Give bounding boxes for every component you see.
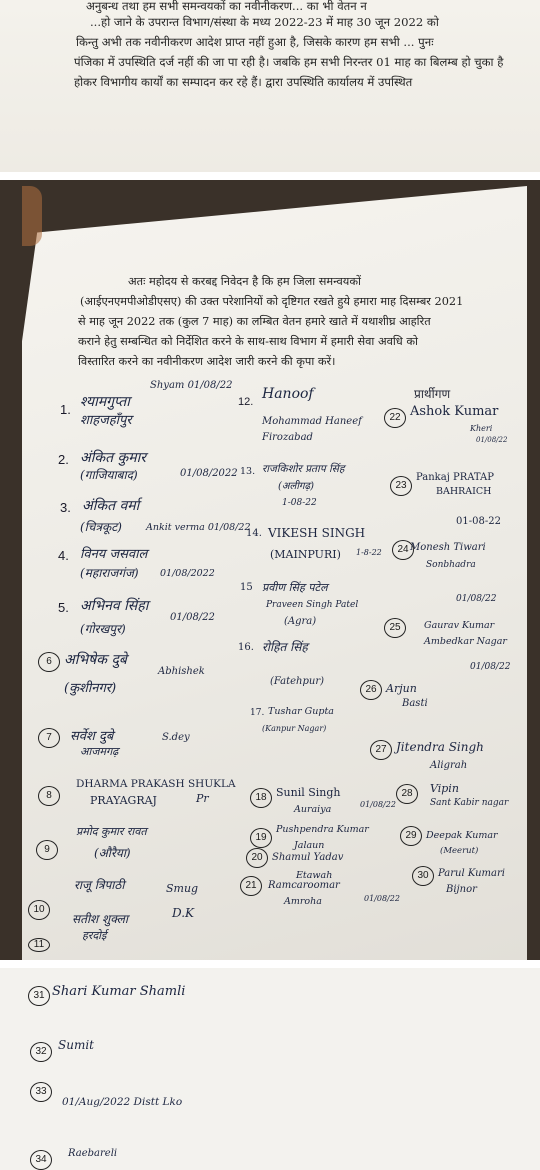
entry-number: 3. — [60, 500, 71, 515]
entry-date: 01-08-22 — [456, 516, 501, 527]
entry-district: Praveen Singh Patel — [266, 600, 359, 610]
entry-number: 12. — [238, 396, 254, 408]
entry-number-circled: 18 — [250, 788, 272, 808]
entry-district: (MAINPURI) — [270, 548, 341, 561]
petitioners-label: प्रार्थीगण — [414, 387, 451, 401]
entry-number-circled: 23 — [390, 476, 412, 496]
entry-signature: 01/08/22 — [170, 612, 215, 623]
entry-name: Sunil Singh — [276, 786, 341, 799]
entry-name: Pankaj PRATAP — [416, 472, 494, 483]
top-document-strip — [0, 0, 540, 172]
top-line-5: होकर विभागीय कार्यों का सम्पादन कर रहे हैं। द्वारा उपस्थिति कार्यालय में उपस्थित — [74, 75, 413, 89]
entry-number-circled: 29 — [400, 826, 422, 846]
entry-district: (Kanpur Nagar) — [262, 724, 327, 733]
entry-number-circled: 31 — [28, 986, 50, 1006]
request-line-1: अतः महोदय से करबद्द निवेदन है कि हम जिला समन्वयकों — [128, 275, 361, 288]
entry-date: 01/08/22 — [470, 662, 511, 672]
entry-district: (Fatehpur) — [270, 676, 325, 687]
entry-number-circled: 8 — [38, 786, 60, 806]
entry-name: राजू त्रिपाठी — [74, 878, 125, 892]
entry-signature: 01/08/2022 — [160, 568, 215, 579]
entry-name: अंकित वर्मा — [82, 498, 140, 514]
entry-number-circled: 32 — [30, 1042, 52, 1062]
entry-name: Arjun — [386, 682, 417, 695]
entry-name: Gaurav Kumar — [424, 620, 495, 631]
entry-district-2: (Agra) — [284, 616, 317, 627]
entry-number-circled: 34 — [30, 1150, 52, 1170]
entry-district: Sant Kabir nagar — [430, 798, 509, 808]
entry-district: Ambedkar Nagar — [424, 636, 507, 647]
entry-name: Shamul Yadav — [272, 852, 344, 863]
entry-district: Etawah — [296, 870, 333, 881]
entry-number: 16. — [238, 642, 254, 653]
entry-name: रोहित सिंह — [262, 640, 308, 654]
entry-district: (महाराजगंज) — [80, 566, 139, 580]
entry-name: प्रमोद कुमार रावत — [76, 825, 147, 838]
entry-name: Shari Kumar Shamli — [52, 984, 186, 999]
entry-name: DHARMA PRAKASH SHUKLA — [76, 778, 236, 790]
entry-district: PRAYAGRAJ — [90, 794, 157, 807]
entry-name: Monesh Tiwari — [410, 542, 486, 553]
entry-name: सर्वेश दुबे — [70, 729, 114, 744]
entry-number-circled: 25 — [384, 618, 406, 638]
entry-district: Mohammad Haneef — [262, 416, 362, 427]
entry-number-circled: 10 — [28, 900, 50, 920]
entry-name: Ramcaroomar — [268, 880, 340, 891]
entry-name: श्यामगुप्ता — [80, 394, 130, 410]
entry-number-circled: 9 — [36, 840, 58, 860]
entry-number-circled: 33 — [30, 1082, 52, 1102]
entry-district: हरदोई — [82, 929, 107, 942]
entry-number: 2. — [58, 452, 69, 467]
entry-name: Pushpendra Kumar — [276, 824, 369, 835]
entry-district: (गोरखपुर) — [80, 622, 126, 636]
entry-district: Basti — [402, 698, 428, 709]
entry-name: विनय जसवाल — [80, 547, 148, 562]
entry-district: Auraiya — [294, 804, 332, 815]
entry-number-circled: 20 — [246, 848, 268, 868]
entry-number: 14. — [246, 528, 262, 539]
entry-district: Jalaun — [294, 840, 325, 851]
entry-district: आजमगढ़ — [80, 745, 119, 758]
entry-number: 4. — [58, 548, 69, 563]
entry-number: 1. — [60, 402, 71, 417]
entry-name: सतीश शुक्ला — [72, 912, 128, 926]
entry-number-circled: 26 — [360, 680, 382, 700]
entry-signature: Smug — [166, 882, 199, 895]
entry-district: Sonbhadra — [426, 560, 476, 570]
entry-date: 01/08/22 — [360, 800, 396, 809]
entry-district: Bijnor — [446, 884, 477, 895]
entry-number-circled: 21 — [240, 876, 262, 896]
entry-number-circled: 11 — [28, 938, 50, 952]
request-line-5: विस्तारित करने का नवीनीकरण आदेश जारी करने की कृपा करें। — [78, 355, 336, 368]
divider — [0, 172, 540, 180]
entry-district: (गाजियाबाद) — [80, 468, 138, 482]
entry-signature: Abhishek — [158, 666, 205, 677]
entry-signature: Pr — [196, 792, 209, 805]
entry-district: शाहजहाँपुर — [80, 413, 132, 428]
entry-name: अभिषेक दुबे — [64, 652, 127, 668]
entry-number: 15 — [240, 582, 253, 593]
top-line-2: ...हो जाने के उपरान्त विभाग/संस्था के मध्य 2022-23 में माह 30 जून 2022 को — [90, 15, 439, 29]
entry-date: 1-8-22 — [356, 548, 382, 557]
entry-signature: D.K — [172, 906, 194, 920]
entry-name: Deepak Kumar — [426, 830, 498, 841]
entry-district: (Meerut) — [440, 846, 479, 856]
divider — [0, 960, 540, 968]
bottom-document-strip — [0, 968, 540, 1170]
entry-name: अभिनव सिंहा — [80, 598, 149, 614]
entry-number-circled: 7 — [38, 728, 60, 748]
entry-district: (औरैया) — [94, 846, 131, 860]
entry-number-circled: 24 — [392, 540, 414, 560]
entry-number-circled: 22 — [384, 408, 406, 428]
entry-name: अंकित कुमार — [80, 450, 146, 466]
request-line-3: से माह जून 2022 तक (कुल 7 माह) का लम्बित वेतन हमारे खाते में यथाशीघ्र आहरित — [78, 315, 431, 328]
entry-date: 01/08/22 — [476, 436, 508, 444]
entry-signature: S.dey — [162, 732, 190, 743]
top-line-3: किन्तु अभी तक नवीनीकरण आदेश प्राप्त नहीं हुआ है, जिसके कारण हम सभी ... पुनः — [76, 35, 434, 49]
entry-name: Parul Kumari — [438, 868, 505, 879]
finger-shadow — [22, 186, 42, 246]
entry-number-circled: 28 — [396, 784, 418, 804]
entry-name: Jitendra Singh — [396, 740, 484, 754]
entry-district: Kheri — [470, 424, 493, 433]
entry-name: Tushar Gupta — [268, 706, 334, 717]
top-line-1: अनुबन्ध तथा हम सभी समन्वयकों का नवीनीकरण... का भी वेतन न — [86, 0, 367, 13]
entry-date: 01/08/22 — [364, 894, 400, 903]
top-line-4: पंजिका में उपस्थिति दर्ज नहीं की जा पा रही है। जबकि हम सभी निरन्तर 01 माह का बिलम्ब हो चुका है — [74, 55, 504, 69]
entry-name: Raebareli — [68, 1148, 118, 1159]
entry-district-2: Firozabad — [262, 432, 313, 443]
entry-name: Vipin — [430, 782, 459, 795]
entry-name: प्रवीण सिंह पटेल — [262, 581, 328, 594]
entry-signature: Shyam 01/08/22 — [150, 380, 233, 391]
entry-signature: 01/08/2022 — [180, 468, 238, 479]
entry-name: Ashok Kumar — [410, 404, 499, 419]
entry-signature: Ankit verma 01/08/22 — [146, 522, 251, 533]
entry-name: Hanoof — [262, 386, 314, 402]
entry-district: (कुशीनगर) — [64, 681, 117, 696]
entry-number-circled: 27 — [370, 740, 392, 760]
entry-district: (चित्रकूट) — [80, 520, 122, 534]
entry-name: VIKESH SINGH — [268, 526, 366, 540]
entry-name: 01/Aug/2022 Distt Lko — [62, 1096, 183, 1108]
entry-number-circled: 19 — [250, 828, 272, 848]
entry-date: 01/08/22 — [456, 594, 497, 604]
entry-number-circled: 30 — [412, 866, 434, 886]
request-line-2: (आईएनएमपीओडीएसए) की उक्त परेशानियों को दृष्टिगत रखते हुये हमारा माह दिसम्बर 2021 — [80, 295, 464, 308]
entry-district: (अलीगढ़) — [278, 481, 315, 492]
entry-number-circled: 6 — [38, 652, 60, 672]
entry-number: 17. — [250, 708, 265, 718]
entry-name: राजकिशोर प्रताप सिंह — [262, 463, 345, 475]
request-line-4: कराने हेतु सम्बन्धित को निर्देशित करने के साथ-साथ विभाग में हमारी सेवा अवधि को — [78, 335, 418, 348]
entry-date: 1-08-22 — [282, 498, 317, 508]
entry-number: 5. — [58, 600, 69, 615]
entry-number: 13. — [240, 466, 256, 477]
entry-name: Sumit — [58, 1038, 94, 1052]
entry-district: Amroha — [284, 896, 322, 907]
entry-district: Aligrah — [430, 760, 468, 771]
entry-district: BAHRAICH — [436, 486, 492, 497]
middle-document-photo — [0, 180, 540, 960]
